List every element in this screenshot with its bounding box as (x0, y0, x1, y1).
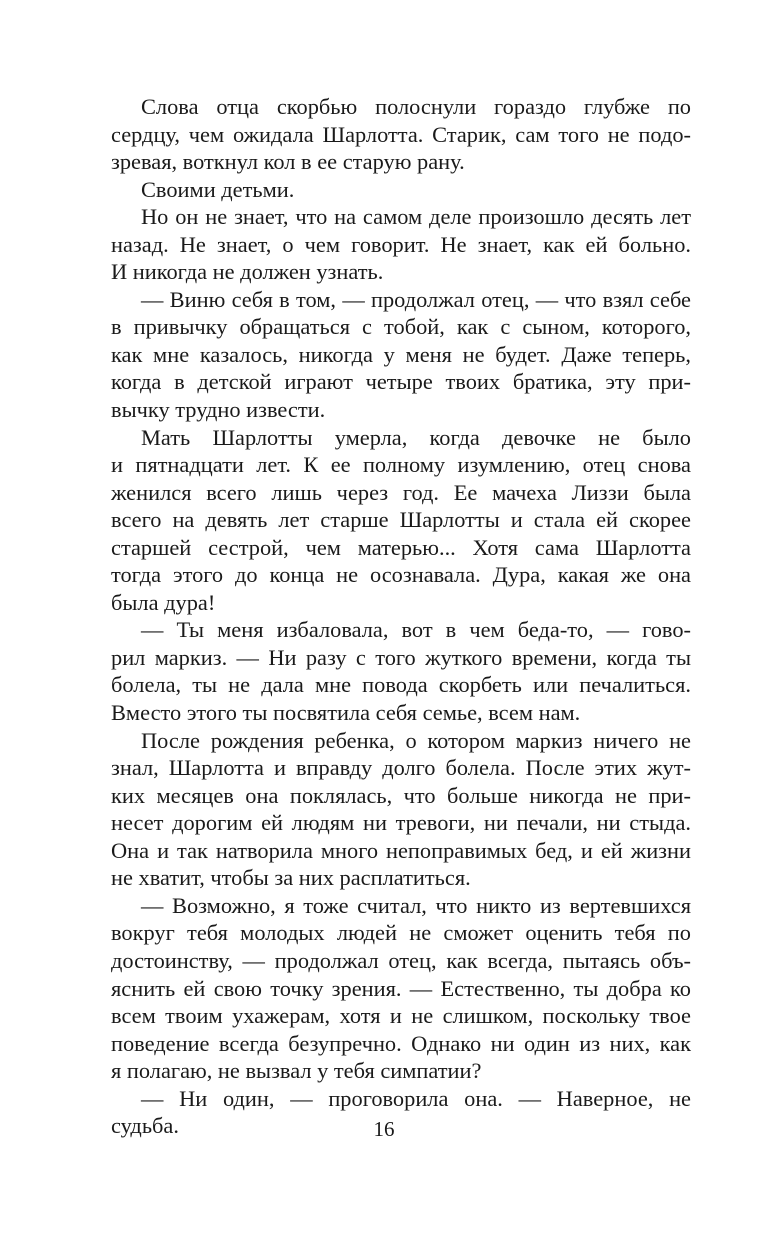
text-line: и пятнадцати лет. К ее полному изумлению, отец снова (111, 452, 691, 478)
text-line: всего на девять лет старше Шарлотты и стала ей скорее (111, 507, 691, 533)
text-line: После рождения ребенка, о котором маркиз ничего не (141, 727, 691, 753)
paragraph (111, 892, 691, 1085)
text-line: рил маркиз. — Ни разу с того жуткого времени, когда ты (111, 644, 691, 670)
text-line: вокруг тебя молодых людей не сможет оценить тебя по (111, 920, 691, 946)
text-line: старшей сестрой, чем матерью... Хотя сама Шарлотта (111, 534, 691, 560)
book-page-text (111, 93, 691, 1140)
text-line: — Ты меня избаловала, вот в чем беда-то, — гово- (141, 617, 691, 643)
paragraph (111, 93, 691, 176)
text-line: назад. Не знает, о чем говорит. Не знает, как ей больно. (111, 231, 691, 257)
text-line: Мать Шарлотты умерла, когда девочке не было (141, 424, 691, 450)
text-line: И никогда не должен узнать. (111, 259, 384, 285)
text-line: сердцу, чем ожидала Шарлотта. Старик, сам того не подо- (111, 121, 691, 147)
paragraph (111, 424, 691, 617)
text-line: была дура! (111, 589, 216, 615)
text-line: поведение всегда безупречно. Однако ни один из них, как (111, 1030, 691, 1056)
paragraph (111, 203, 691, 286)
text-line: — Ни один, — проговорила она. — Наверное, не (141, 1085, 691, 1111)
text-line: Слова отца скорбью полоснули гораздо глубже по (141, 94, 691, 119)
text-line: Она и так натворила много непоправимых бед, и ей жизни (111, 837, 691, 863)
text-line: яснить ей свою точку зрения. — Естественно, ты добра ко (111, 975, 691, 1001)
text-line: достоинству, — продолжал отец, как всегда, пытаясь объ- (111, 947, 691, 973)
text-line: вычку трудно извести. (111, 397, 326, 423)
text-line: Но он не знает, что на самом деле произошло десять лет (141, 204, 691, 230)
text-line: как мне казалось, никогда у меня не будет. Даже теперь, (111, 341, 691, 367)
text-line: я полагаю, не вызвал у тебя симпатии? (111, 1058, 482, 1084)
paragraph (111, 616, 691, 726)
text-line: женился всего лишь через год. Ее мачеха Лиззи была (111, 479, 691, 505)
text-line: ких месяцев она поклялась, что больше никогда не при- (111, 782, 691, 808)
text-line: зревая, воткнул кол в ее старую рану. (111, 149, 465, 175)
text-line: судьба. (111, 1113, 179, 1139)
text-line: несет дорогим ей людям ни тревоги, ни печали, ни стыда. (111, 810, 691, 836)
text-line: Своими детьми. (141, 176, 295, 202)
text-line: когда в детской играют четыре твоих братика, эту при- (111, 369, 691, 395)
text-line: знал, Шарлотта и вправду долго болела. После этих жут- (111, 755, 691, 781)
paragraph (111, 727, 691, 892)
paragraph (111, 176, 691, 204)
text-line: в привычку обращаться с тобой, как с сыном, которого, (111, 314, 691, 340)
text-line: Вместо этого ты посвятила себя семье, всем нам. (111, 700, 581, 726)
text-line: не хватит, чтобы за них расплатиться. (111, 865, 471, 891)
page-number: 16 (373, 1117, 395, 1141)
text-line: всем твоим ухажерам, хотя и не слишком, поскольку твое (111, 1003, 691, 1029)
text-line: тогда этого до конца не осознавала. Дура, какая же она (111, 562, 691, 588)
text-line: болела, ты не дала мне повода скорбеть или печалиться. (111, 672, 691, 698)
text-line: — Возможно, я тоже считал, что никто из вертевшихся (141, 892, 691, 918)
text-line: — Виню себя в том, — продолжал отец, — что взял себе (141, 286, 691, 312)
paragraph (111, 286, 691, 424)
